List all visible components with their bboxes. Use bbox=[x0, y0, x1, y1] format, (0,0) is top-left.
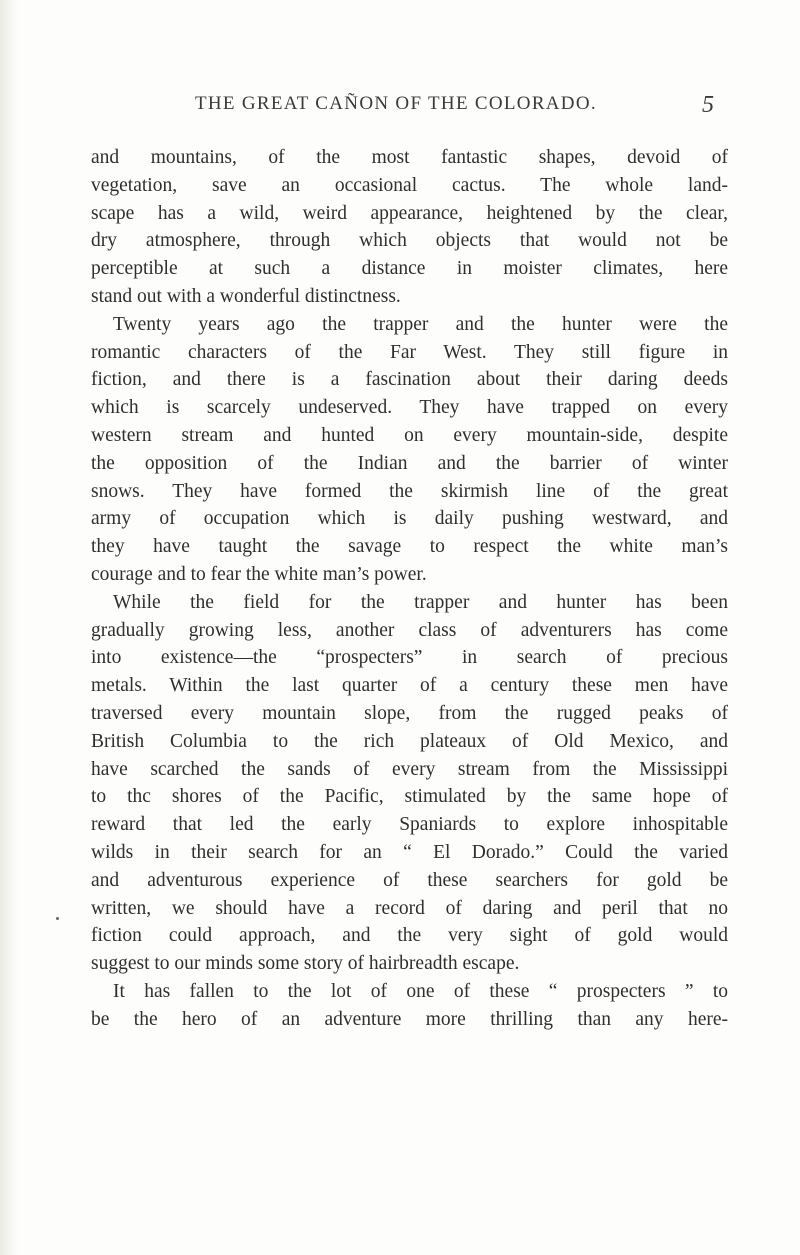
text-line: British Columbia to the rich plateaux of Old Mexico, and bbox=[91, 730, 728, 752]
text-line: Twenty years ago the trapper and the hunter were the bbox=[113, 313, 728, 335]
text-line: stand out with a wonderful distinctness. bbox=[91, 285, 401, 307]
text-line: the opposition of the Indian and the barrier of winter bbox=[91, 452, 728, 474]
text-line: written, we should have a record of daring and peril that no bbox=[91, 897, 728, 919]
text-line: reward that led the early Spaniards to explore inhospitable bbox=[91, 814, 728, 836]
page-gutter-shading bbox=[0, 0, 18, 1255]
text-line: have scarched the sands of every stream from the Mississippi bbox=[91, 758, 728, 780]
text-line: metals. Within the last quarter of a century these men have bbox=[91, 675, 728, 697]
text-line: While the field for the trapper and hunter has been bbox=[113, 591, 728, 613]
page-number: 5 bbox=[702, 92, 714, 118]
text-line: vegetation, save an occasional cactus. The whole land- bbox=[91, 174, 728, 196]
text-line: It has fallen to the lot of one of these “ prospecters ” to bbox=[113, 980, 728, 1002]
text-line: army of occupation which is daily pushing westward, and bbox=[91, 508, 728, 530]
text-line: gradually growing less, another class of adventurers has come bbox=[91, 619, 728, 641]
text-line: snows. They have formed the skirmish line of the great bbox=[91, 480, 728, 502]
text-line: and adventurous experience of these searchers for gold be bbox=[91, 869, 728, 891]
text-line: suggest to our minds some story of hairbreadth escape. bbox=[91, 953, 520, 975]
text-line: scape has a wild, weird appearance, heightened by the clear, bbox=[91, 202, 728, 224]
running-title: THE GREAT CAÑON OF THE COLORADO. bbox=[195, 93, 597, 114]
text-line: which is scarcely undeserved. They have trapped on every bbox=[91, 397, 728, 419]
running-head bbox=[0, 93, 800, 123]
body-text bbox=[91, 144, 728, 1034]
text-line: and mountains, of the most fantastic shapes, devoid of bbox=[91, 147, 728, 168]
text-line: romantic characters of the Far West. They still figure in bbox=[91, 341, 728, 363]
text-line: wilds in their search for an “ El Dorado.” Could the varied bbox=[91, 841, 728, 863]
text-line: to thc shores of the Pacific, stimulated by the same hope of bbox=[91, 786, 728, 808]
text-line: into existence—the “prospecters” in search of precious bbox=[91, 647, 728, 669]
text-line: traversed every mountain slope, from the rugged peaks of bbox=[91, 702, 728, 724]
text-line: fiction, and there is a fascination about their daring deeds bbox=[91, 369, 728, 391]
text-line: they have taught the savage to respect the white man’s bbox=[91, 536, 728, 558]
text-line: dry atmosphere, through which objects that would not be bbox=[91, 230, 728, 252]
stray-ink-mark bbox=[56, 917, 59, 920]
text-line: courage and to fear the white man’s power. bbox=[91, 563, 427, 585]
text-line: be the hero of an adventure more thrilling than any here- bbox=[91, 1008, 728, 1030]
text-line: fiction could approach, and the very sight of gold would bbox=[91, 925, 728, 947]
text-line: perceptible at such a distance in moister climates, here bbox=[91, 258, 728, 280]
text-line: western stream and hunted on every mountain-side, despite bbox=[91, 424, 728, 446]
